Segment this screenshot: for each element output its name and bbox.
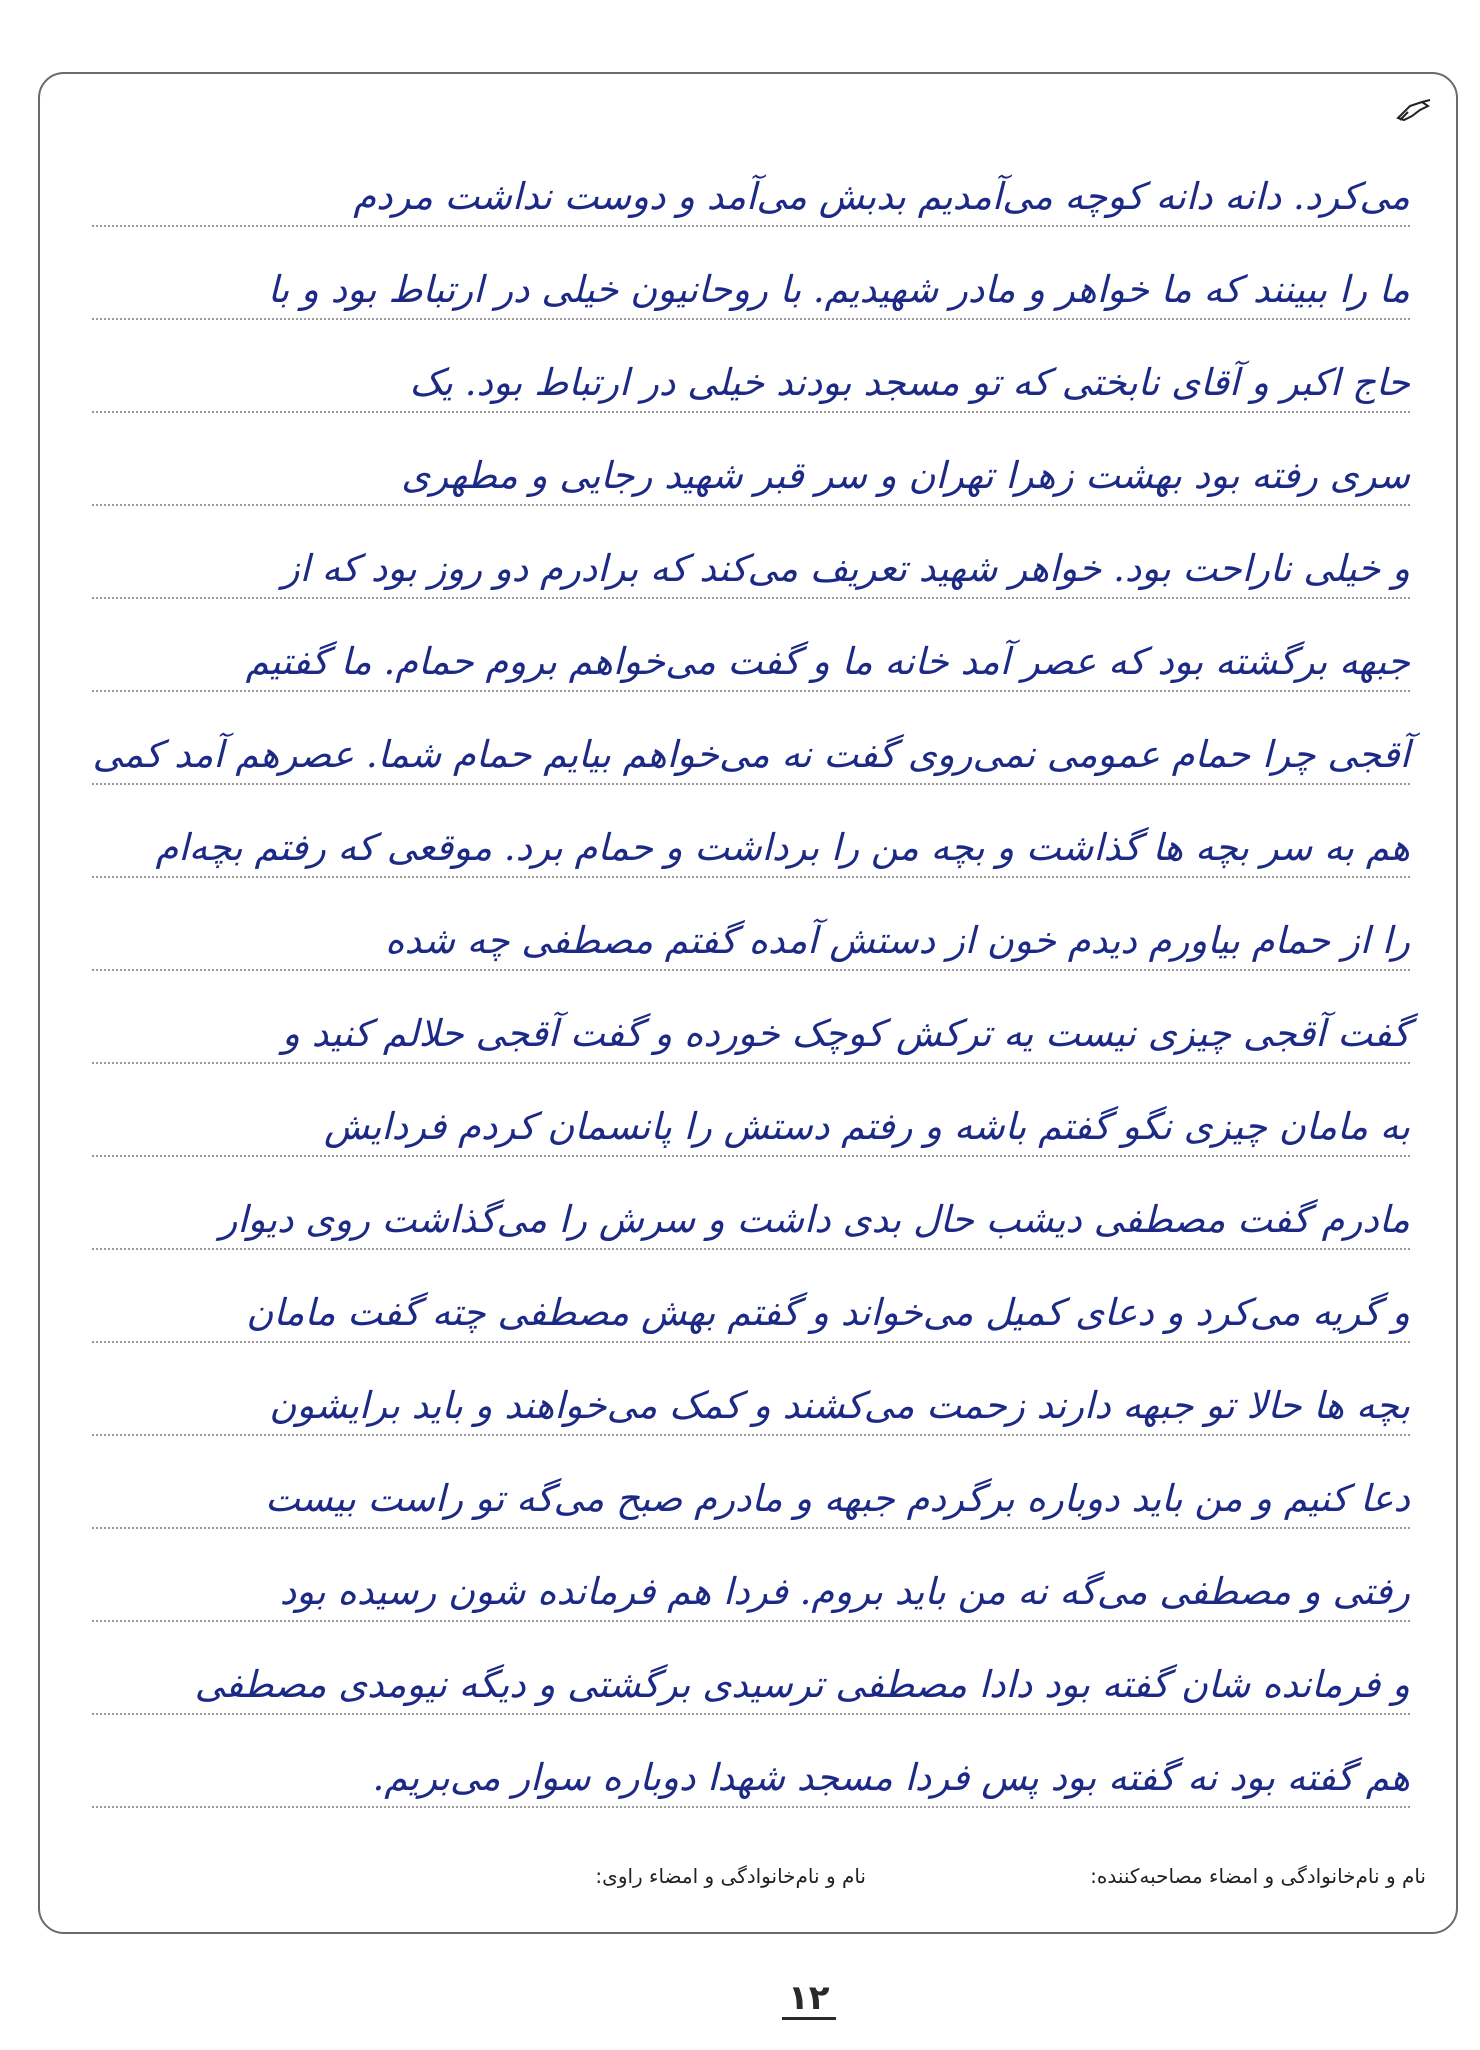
interviewer-signature-label: نام و نام‌خانوادگی و امضاء مصاحبه‌کننده: xyxy=(1090,1864,1426,1888)
text-line xyxy=(92,1436,1410,1529)
line-text: جبهه برگشته بود که عصر آمد خانه ما و گفت می‌خواهم بروم حمام. ما گفتیم xyxy=(245,639,1410,683)
text-line xyxy=(92,227,1410,320)
text-line xyxy=(92,320,1410,413)
line-text: حاج اکبر و آقای نابختی که تو مسجد بودند خیلی در ارتباط بود. یک xyxy=(409,360,1410,404)
line-text: می‌کرد. دانه دانه کوچه می‌آمدیم بدبش می‌آمد و دوست نداشت مردم xyxy=(353,174,1410,218)
text-line xyxy=(92,1622,1410,1715)
line-text: هم گفته بود نه گفته بود پس فردا مسجد شهدا دوباره سوار می‌بریم. xyxy=(372,1755,1410,1799)
line-text: مادرم گفت مصطفی دیشب حال بدی داشت و سرش را می‌گذاشت روی دیوار xyxy=(219,1197,1410,1241)
line-text: دعا کنیم و من باید دوباره برگردم جبهه و مادرم صبح می‌گه تو راست بیست xyxy=(265,1476,1410,1520)
signature-footer xyxy=(70,1864,1426,1904)
page-frame xyxy=(38,72,1458,1934)
text-line xyxy=(92,599,1410,692)
text-line xyxy=(92,134,1410,227)
text-line xyxy=(92,413,1410,506)
text-line xyxy=(92,1064,1410,1157)
line-text: ما را ببینند که ما خواهر و مادر شهیدیم. با روحانیون خیلی در ارتباط بود و با xyxy=(267,267,1410,311)
text-line xyxy=(92,1157,1410,1250)
text-line xyxy=(92,878,1410,971)
text-line xyxy=(92,1715,1410,1808)
narrator-signature-label: نام و نام‌خانوادگی و امضاء راوی: xyxy=(595,1864,866,1888)
line-text: هم به سر بچه ها گذاشت و بچه من را برداشت و حمام برد. موقعی که رفتم بچه‌ام xyxy=(155,825,1410,869)
line-text: و فرمانده شان گفته بود دادا مصطفی ترسیدی برگشتی و دیگه نیومدی مصطفی xyxy=(194,1662,1410,1706)
line-text: و خیلی ناراحت بود. خواهر شهید تعریف می‌کند که برادرم دو روز بود که از xyxy=(281,546,1410,590)
line-text: گفت آقجی چیزی نیست یه ترکش کوچک خورده و گفت آقجی حلالم کنید و xyxy=(282,1011,1410,1055)
text-line xyxy=(92,1343,1410,1436)
handwritten-body xyxy=(92,134,1410,1808)
line-text: را از حمام بیاورم دیدم خون از دستش آمده گفتم مصطفی چه شده xyxy=(385,918,1410,962)
line-text: رفتی و مصطفی می‌گه نه من باید بروم. فردا هم فرمانده شون رسیده بود xyxy=(279,1569,1410,1613)
text-line xyxy=(92,692,1410,785)
text-line xyxy=(92,971,1410,1064)
line-text: سری رفته بود بهشت زهرا تهران و سر قبر شهید رجایی و مطهری xyxy=(401,453,1410,497)
line-text: به مامان چیزی نگو گفتم باشه و رفتم دستش را پانسمان کردم فردایش xyxy=(323,1104,1410,1148)
text-line xyxy=(92,785,1410,878)
text-line xyxy=(92,506,1410,599)
text-line xyxy=(92,1250,1410,1343)
text-line xyxy=(92,1529,1410,1622)
line-text: بچه ها حالا تو جبهه دارند زحمت می‌کشند و کمک می‌خواهند و باید برایشون xyxy=(269,1383,1410,1427)
page-number: ۱۲ xyxy=(782,1980,836,2020)
line-text: آقجی چرا حمام عمومی نمی‌روی گفت نه می‌خواهم بیایم حمام شما. عصرهم آمد کمی xyxy=(92,732,1410,776)
line-text: و گریه می‌کرد و دعای کمیل می‌خواند و گفتم بهش مصطفی چته گفت مامان xyxy=(246,1290,1410,1334)
hand-writing-icon xyxy=(1394,96,1434,124)
